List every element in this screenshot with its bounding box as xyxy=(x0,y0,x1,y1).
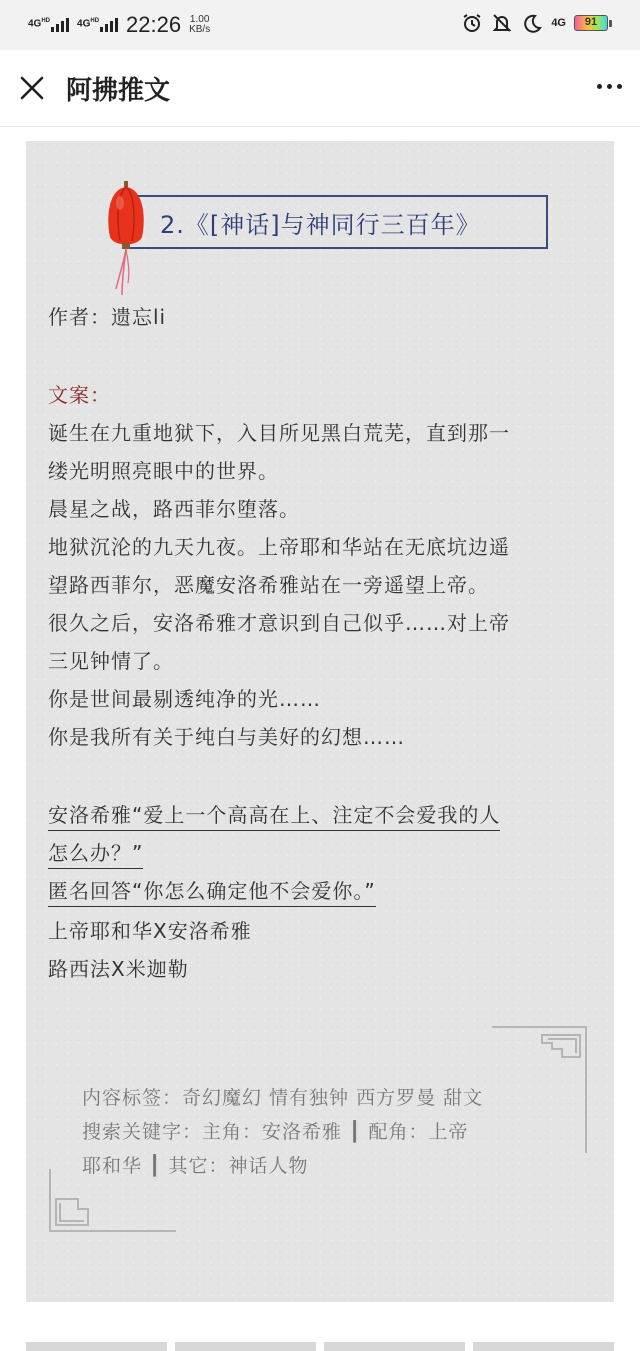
summary-line: 晨星之战，路西菲尔堕落。 xyxy=(48,497,300,521)
signal-bars-icon xyxy=(51,18,69,32)
summary-line: 你是我所有关于纯白与美好的幻想…… xyxy=(48,725,405,749)
network-speed xyxy=(189,15,210,35)
article-title-box xyxy=(122,195,548,249)
signal-bars-icon xyxy=(100,18,118,32)
more-dot-icon xyxy=(617,84,622,89)
corner-frame-bottom-left xyxy=(46,1169,176,1235)
summary-line: 诞生在九重地狱下，入目所见黑白荒芜，直到那一 xyxy=(48,421,510,445)
mute-bell-icon xyxy=(491,12,513,34)
close-button[interactable] xyxy=(18,74,46,102)
signal-1-sup: HD xyxy=(41,18,51,24)
close-icon xyxy=(18,74,46,102)
tag-line: 耶和华 ┃ 其它：神话人物 xyxy=(82,1155,309,1177)
summary-line: 很久之后，安洛希雅才意识到自己似乎……对上帝 xyxy=(48,611,510,635)
clock: 22:26 xyxy=(126,12,182,37)
article-card xyxy=(26,141,614,1302)
page-title: 阿拂推文 xyxy=(66,76,171,106)
summary-line: 望路西菲尔，恶魔安洛希雅站在一旁遥望上帝。 xyxy=(48,573,489,597)
quote-line: 匿名回答“你怎么确定他不会爱你。” xyxy=(48,875,376,907)
signal-2 xyxy=(77,18,118,32)
quote-line: 安洛希雅“爱上一个高高在上、注定不会爱我的人 xyxy=(48,799,500,831)
signal-2-label xyxy=(77,16,99,29)
article-title: 2.《[神话]与神同行三百年》 xyxy=(160,210,481,239)
more-dot-icon xyxy=(597,84,602,89)
nav-bar xyxy=(0,50,640,127)
more-options-button[interactable] xyxy=(597,84,622,89)
status-bar xyxy=(0,0,640,50)
signal-2-text: 4G xyxy=(77,18,91,30)
signal-1 xyxy=(28,18,69,32)
corner-frame-top-right xyxy=(492,1023,592,1153)
lantern-icon xyxy=(102,179,150,299)
battery-level: 91 xyxy=(574,15,608,31)
quote-line: 怎么办？” xyxy=(48,837,143,869)
status-icons xyxy=(461,12,612,34)
pairing-line: 路西法X米迦勒 xyxy=(48,957,189,981)
summary-line: 缕光明照亮眼中的世界。 xyxy=(48,459,279,483)
next-card-preview xyxy=(26,1342,614,1351)
summary-line: 你是世间最剔透纯净的光…… xyxy=(48,687,321,711)
signal-1-text: 4G xyxy=(28,18,42,30)
pairing-line: 上帝耶和华X安洛希雅 xyxy=(48,919,252,943)
signal-2-sup: HD xyxy=(90,18,100,24)
speed-unit: KB/s xyxy=(189,24,211,35)
moon-icon xyxy=(521,12,543,34)
speed-value: 1.00 xyxy=(189,14,210,25)
summary-label: 文案： xyxy=(48,383,111,407)
network-type: 4G xyxy=(551,17,566,29)
alarm-icon xyxy=(461,12,483,34)
more-dot-icon xyxy=(607,84,612,89)
signal-1-label xyxy=(28,16,50,29)
summary-line: 地狱沉沦的九天九夜。上帝耶和华站在无底坑边遥 xyxy=(48,535,510,559)
author-line: 作者：遗忘li xyxy=(48,305,167,329)
summary-line: 三见钟情了。 xyxy=(48,649,174,673)
tag-line: 搜索关键字：主角：安洛希雅 ┃ 配角：上帝 xyxy=(82,1121,469,1143)
battery-icon xyxy=(574,15,612,31)
tag-line: 内容标签：奇幻魔幻 情有独钟 西方罗曼 甜文 xyxy=(82,1087,484,1109)
